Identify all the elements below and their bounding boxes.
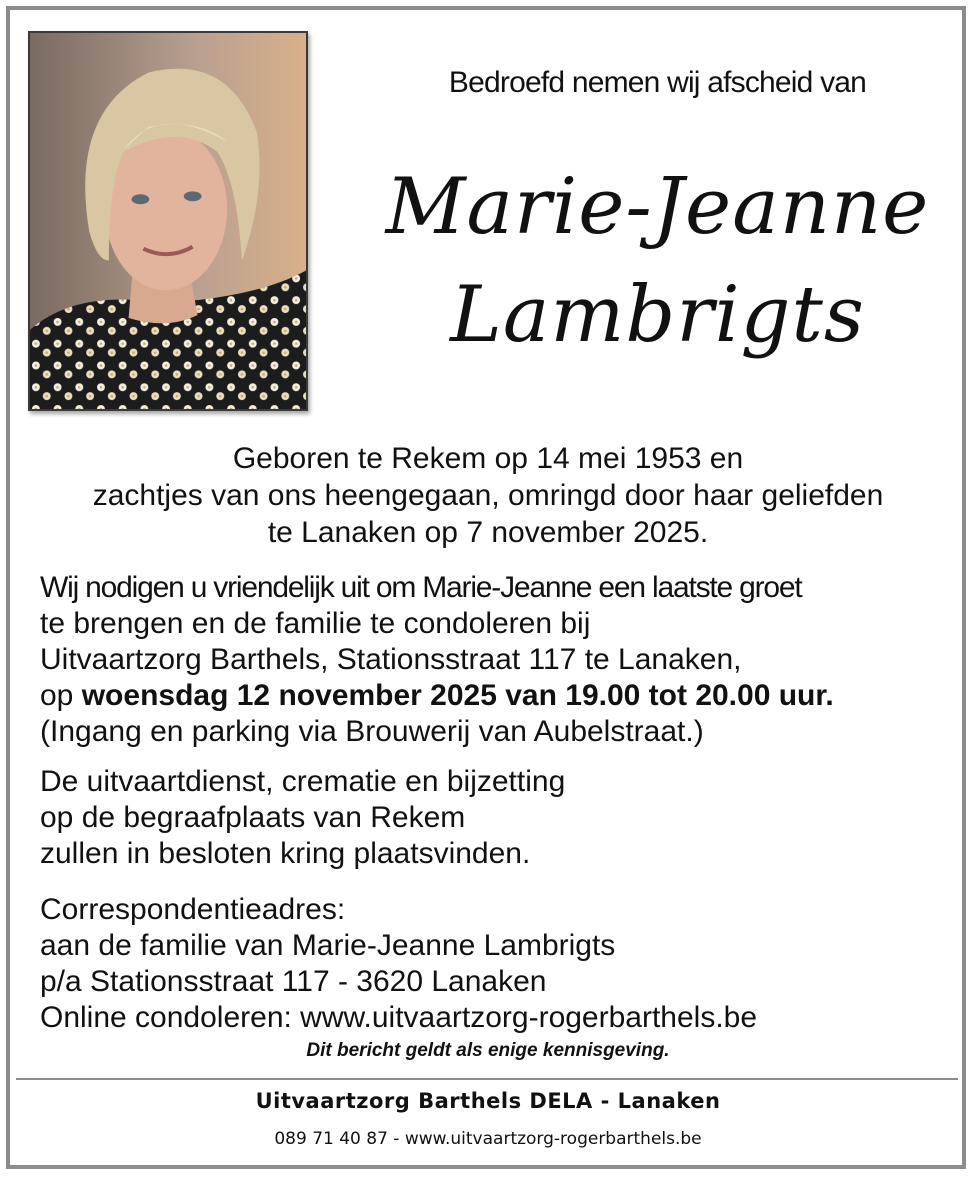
correspondence-line: aan de familie van Marie-Jeanne Lambrigts bbox=[40, 929, 616, 962]
online-condolence-line: Online condoleren: www.uitvaartzorg-rogerbarthels.be bbox=[40, 1001, 758, 1034]
portrait-photo bbox=[28, 31, 308, 411]
invitation-date-line bbox=[40, 678, 960, 714]
birth-line: zachtjes van ons heengegaan, omringd door haar geliefden bbox=[92, 479, 884, 512]
birth-death-details bbox=[20, 440, 956, 551]
funeral-line: De uitvaartdienst, crematie en bijzetting bbox=[40, 765, 566, 798]
correspondence-line: Correspondentieadres: bbox=[40, 893, 346, 926]
deceased-last-name: Lambrigts bbox=[450, 270, 865, 360]
intro-text: Bedroefd nemen wij afscheid van bbox=[448, 66, 867, 99]
undertaker-contact: 089 71 40 87 - www.uitvaartzorg-rogerbarthels.be bbox=[274, 1129, 702, 1149]
portrait-photo-icon bbox=[30, 33, 306, 409]
invitation-line: (Ingang en parking via Brouwerij van Aubelstraat.) bbox=[40, 715, 704, 748]
funeral-line: zullen in besloten kring plaatsvinden. bbox=[40, 837, 531, 870]
invitation-line: Uitvaartzorg Barthels, Stationsstraat 117 te Lanaken, bbox=[40, 643, 742, 676]
invitation-line: Wij nodigen u vriendelijk uit om Marie-Jeanne een laatste groet bbox=[40, 571, 802, 604]
invitation-date-prefix: op bbox=[40, 679, 82, 712]
invitation-paragraph bbox=[40, 570, 960, 750]
footer-divider bbox=[16, 1078, 958, 1080]
birth-line: te Lanaken op 7 november 2025. bbox=[267, 516, 709, 549]
funeral-line: op de begraafplaats van Rekem bbox=[40, 801, 466, 834]
funeral-paragraph bbox=[40, 764, 960, 872]
birth-line: Geboren te Rekem op 14 mei 1953 en bbox=[232, 442, 744, 475]
notice-text: Dit bericht geldt als enige kennisgeving. bbox=[306, 1040, 670, 1061]
deceased-first-name: Marie-Jeanne bbox=[385, 162, 930, 252]
correspondence-line: p/a Stationsstraat 117 - 3620 Lanaken bbox=[40, 965, 547, 998]
correspondence-paragraph bbox=[40, 892, 960, 1036]
undertaker-name: Uitvaartzorg Barthels DELA - Lanaken bbox=[255, 1089, 721, 1113]
invitation-line: te brengen en de familie te condoleren bij bbox=[40, 607, 591, 640]
invitation-date: woensdag 12 november 2025 van 19.00 tot 20.00 uur. bbox=[81, 679, 834, 712]
